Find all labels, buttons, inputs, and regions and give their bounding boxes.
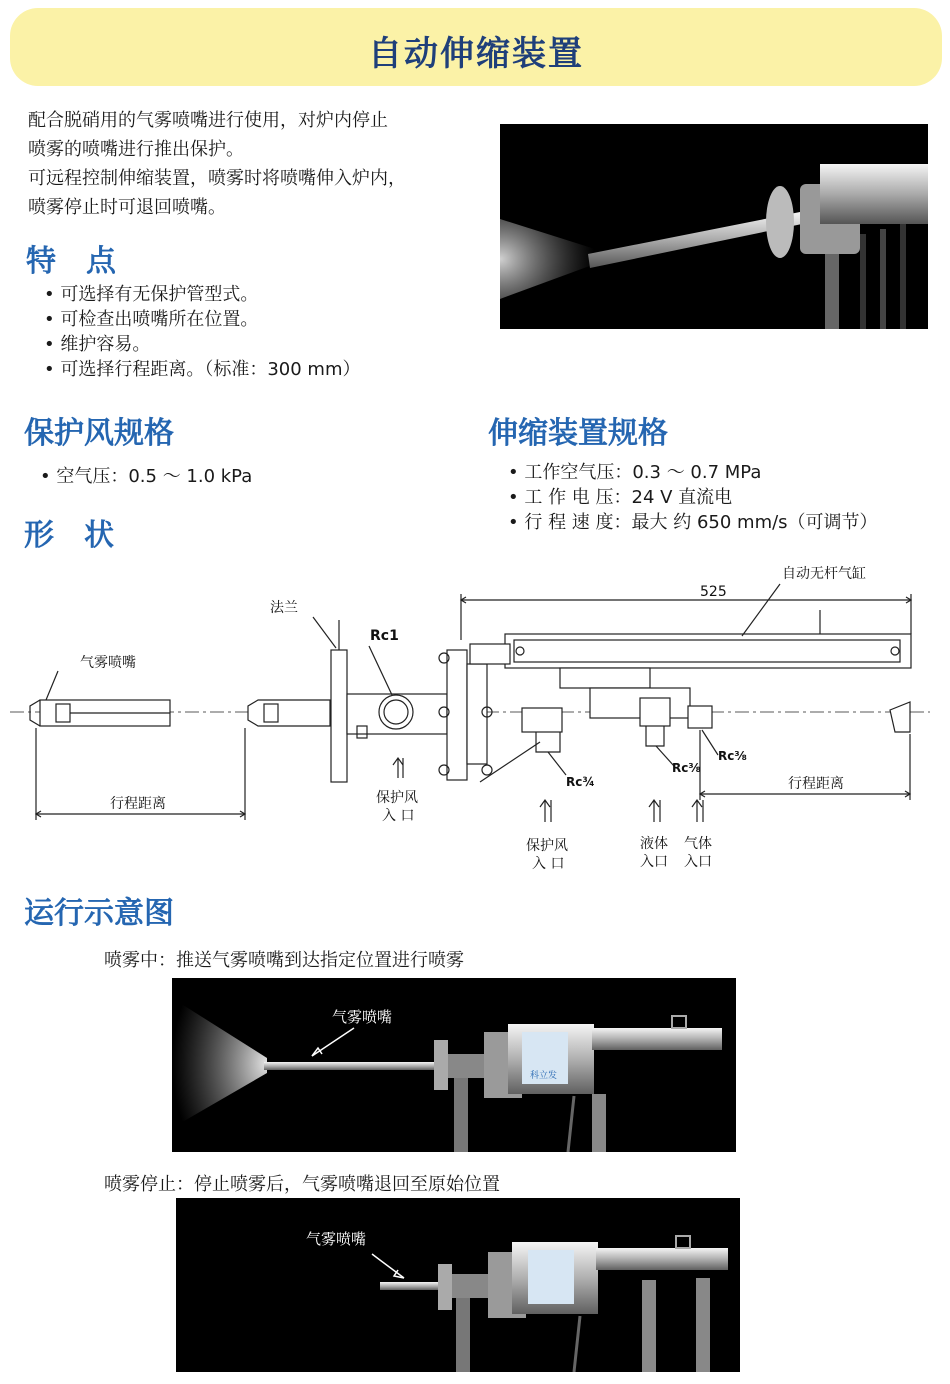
list-item: • 工 作 电 压：24 V 直流电 [508, 485, 878, 510]
label-nozzle: 气雾喷嘴 [80, 655, 136, 671]
intro-line: 喷雾停止时可退回喷嘴。 [28, 197, 226, 218]
spraying-caption: 喷雾中：推送气雾喷嘴到达指定位置进行喷雾 [104, 950, 464, 971]
list-item: • 维护容易。 [44, 332, 361, 357]
spraying-label: 气雾喷嘴 [332, 1008, 393, 1026]
label-rc34: Rc¾ [566, 775, 595, 789]
label-dim-525: 525 [700, 584, 727, 600]
intro-line: 喷雾的喷嘴进行推出保护。 [28, 139, 244, 160]
label-liquid-b: 入口 [640, 854, 668, 870]
label-gas-b: 入口 [684, 854, 712, 870]
list-item: • 可检查出喷嘴所在位置。 [44, 307, 361, 332]
stopped-photo [176, 1198, 740, 1372]
label-rc1: Rc1 [370, 628, 399, 644]
label-stroke-right: 行程距离 [788, 776, 844, 792]
label-stroke-left: 行程距离 [110, 796, 166, 812]
label-rc38b: Rc⅜ [718, 749, 747, 763]
device-spec-heading: 伸缩装置规格 [488, 416, 668, 451]
label-air-inlet-1b: 入 口 [382, 808, 415, 824]
features-heading: 特 点 [26, 244, 116, 279]
label-flange: 法兰 [270, 600, 298, 616]
list-item: • 可选择行程距离。（标准：300 mm） [44, 357, 361, 382]
stopped-label: 气雾喷嘴 [306, 1230, 367, 1248]
shape-heading: 形 状 [24, 518, 114, 553]
list-item: • 行 程 速 度：最大 约 650 mm/s（可调节） [508, 510, 878, 535]
intro-line: 可远程控制伸缩装置，喷雾时将喷嘴伸入炉内， [28, 168, 406, 189]
label-liquid-a: 液体 [640, 836, 668, 852]
intro-line: 配合脱硝用的气雾喷嘴进行使用，对炉内停止 [28, 110, 388, 131]
label-cylinder: 自动无杆气缸 [782, 566, 866, 582]
label-air-inlet-2b: 入 口 [532, 856, 565, 872]
operation-heading: 运行示意图 [24, 896, 174, 931]
stopped-caption: 喷雾停止：停止喷雾后，气雾喷嘴退回至原始位置 [104, 1174, 500, 1195]
label-rc38a: Rc⅜ [672, 761, 701, 775]
label-gas-a: 气体 [684, 836, 712, 852]
list-item: • 可选择有无保护管型式。 [44, 282, 361, 307]
air-spec-heading: 保护风规格 [24, 416, 174, 451]
spraying-photo [172, 978, 736, 1152]
page-title: 自动伸缩装置 [368, 34, 584, 74]
label-air-inlet-2a: 保护风 [526, 838, 568, 854]
logo-text: 科立发 [530, 1071, 558, 1081]
label-air-inlet-1a: 保护风 [376, 790, 418, 806]
list-item: • 工作空气压：0.3 ～ 0.7 MPa [508, 460, 878, 485]
list-item: • 空气压：0.5 ～ 1.0 kPa [40, 464, 252, 489]
